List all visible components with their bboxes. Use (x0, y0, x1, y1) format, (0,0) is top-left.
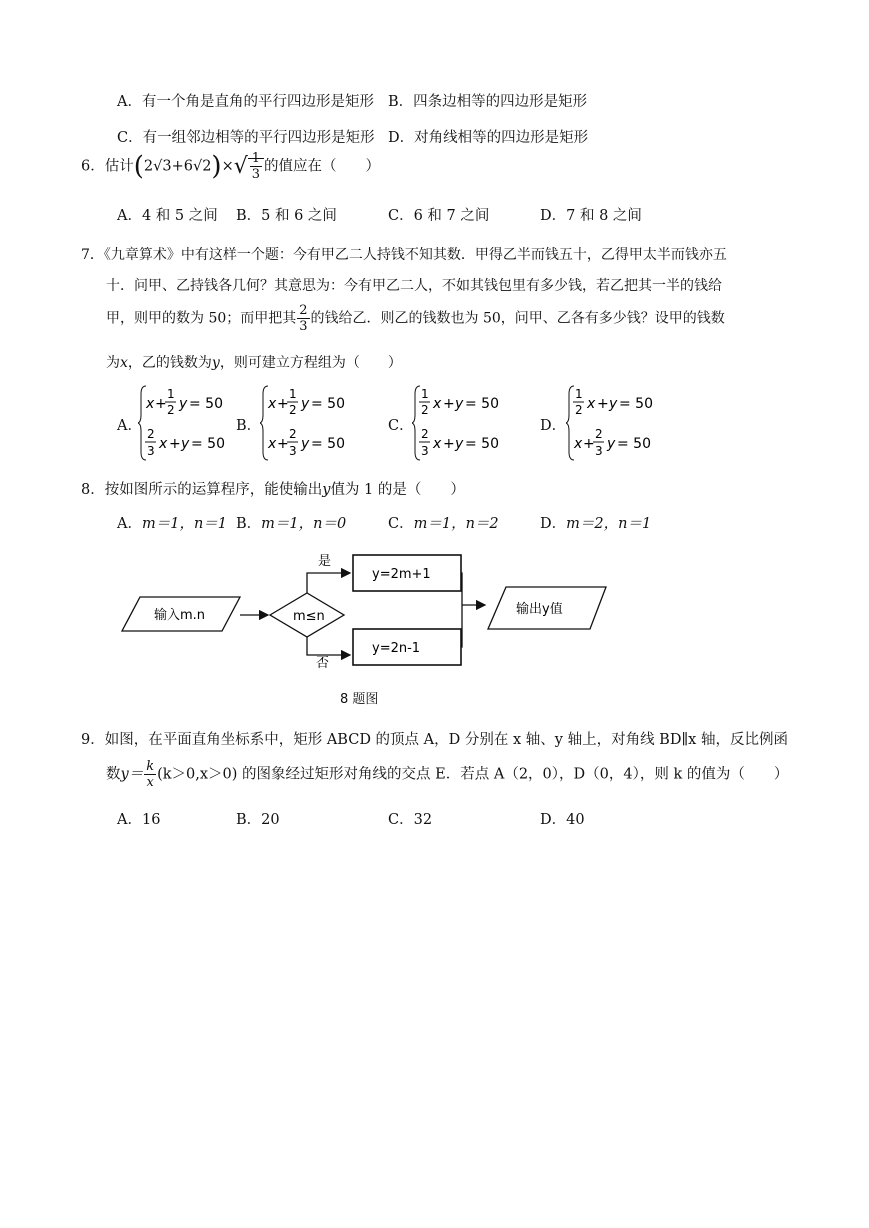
svg-text:2: 2 (147, 427, 155, 441)
svg-text:y: y (455, 396, 464, 412)
q7-label-a: A． (117, 418, 142, 434)
q6-sqrt-den: 3 (251, 167, 261, 182)
svg-text:3: 3 (595, 444, 603, 458)
flow-output-text: 输出y值 (516, 602, 563, 617)
q8-option-c: C．m＝1，n＝2 (388, 516, 499, 532)
svg-text:x: x (146, 396, 155, 412)
q9-line1: 9．如图，在平面直角坐标系中，矩形 ABCD 的顶点 A，D 分别在 x 轴、y 轴上，对角线 BD∥x 轴，反比例函 (81, 732, 788, 748)
svg-text:3: 3 (289, 444, 297, 458)
q7-var-x: x (120, 355, 128, 371)
q5-option-c: C．有一组邻边相等的平行四边形是矩形 (117, 130, 375, 146)
q6-stem: 6．估计(2√3+6√2)×√ $\frac{1}{3}$ 的值应在（ ） (81, 151, 381, 182)
q5-option-d: D．对角线相等的四边形是矩形 (388, 130, 589, 146)
q8-option-d: D．m＝2，n＝1 (540, 516, 652, 532)
q7-system-a (138, 382, 238, 464)
q6-option-d: D．7 和 8 之间 (540, 208, 642, 224)
q6-option-a: A．4 和 5 之间 (117, 208, 218, 224)
q7-label-b: B． (236, 418, 262, 434)
svg-text:2: 2 (595, 427, 603, 441)
q7-line3-a: 甲，则甲的数为 50；而甲把其 (106, 310, 297, 327)
flow-input-text: 输入m.n (154, 608, 206, 623)
svg-text:2: 2 (421, 403, 429, 417)
svg-text:= 50: = 50 (465, 436, 499, 452)
svg-text:1: 1 (167, 387, 175, 401)
q7-system-c (412, 382, 512, 464)
q6-sqrt: √ $\frac{1}{3}$ (234, 152, 264, 181)
q7-line3-b: 的钱给乙．则乙的钱数也为 50，问甲、乙各有多少钱？设甲的钱数 (310, 310, 725, 327)
q8-option-b: B．m＝1，n＝0 (236, 516, 347, 532)
q6-option-b: B．5 和 6 之间 (236, 208, 337, 224)
svg-text:= 50: = 50 (465, 396, 499, 412)
svg-text:1: 1 (575, 387, 583, 401)
q5-option-a: A．有一个角是直角的平行四边形是矩形 (117, 94, 374, 110)
svg-text:x: x (268, 396, 277, 412)
svg-text:2: 2 (289, 427, 297, 441)
q8-flowchart (110, 545, 620, 675)
q8-stem-a: 8．按如图所示的运算程序，能使输出 (81, 482, 323, 498)
q9-option-a: A．16 (117, 812, 161, 828)
q9-option-c: C．32 (388, 812, 433, 828)
q9-func-y: y＝ (120, 766, 144, 783)
q6-sqrt-num: 1 (251, 151, 261, 166)
svg-text:x: x (433, 436, 442, 452)
q7-line4-c: ，则可建立方程组为（ ） (219, 355, 402, 371)
q7-line4-a: 为 (106, 355, 120, 371)
svg-text:+: + (597, 396, 609, 412)
flow-no-label: 否 (316, 656, 330, 671)
flow-yes-label: 是 (318, 554, 332, 569)
svg-text:x: x (587, 396, 596, 412)
q6-option-c: C．6 和 7 之间 (388, 208, 490, 224)
q7-line1: 7．《九章算术》中有这样一个题：今有甲乙二人持钱不知其数．甲得乙半而钱五十，乙得甲太半而钱亦五 (81, 247, 727, 263)
svg-text:y: y (609, 396, 618, 412)
q7-line4-b: ，乙的钱数为 (127, 355, 212, 371)
q7-line3 (106, 304, 725, 333)
svg-text:+: + (155, 396, 167, 412)
svg-text:+: + (443, 436, 455, 452)
q8-stem (81, 478, 465, 499)
svg-text:y: y (301, 436, 310, 452)
q6-suffix: 的值应在（ ） (264, 158, 381, 175)
q5-option-b: B．四条边相等的四边形是矩形 (388, 94, 588, 110)
q7-system-b (260, 382, 360, 464)
svg-text:y: y (179, 396, 188, 412)
svg-text:y: y (607, 436, 616, 452)
q9-line2 (106, 760, 788, 789)
flow-box-no-text: y=2n-1 (372, 641, 421, 656)
flow-condition-text: m≤n (293, 609, 325, 624)
q6-prefix: 6．估计 (81, 158, 134, 175)
q8-figure-caption: 8 题图 (340, 692, 379, 707)
svg-text:x: x (159, 436, 168, 452)
q9-line2-c: (k＞0,x＞0) 的图象经过矩形对角线的交点 E．若点 A（2，0），D（0，4），则 k 的值为（ ） (157, 766, 789, 783)
svg-text:+: + (583, 436, 595, 452)
svg-text:+: + (277, 436, 289, 452)
q7-frac-num: 2 (299, 303, 308, 318)
q9-option-b: B．20 (236, 812, 280, 828)
q9-frac-den: x (146, 775, 154, 790)
q9-option-d: D．40 (540, 812, 585, 828)
svg-text:= 50: = 50 (311, 396, 345, 412)
q7-line2: 十．问甲、乙持钱各几何？其意思为：今有甲乙二人，不如其钱包里有多少钱，若乙把其一半的钱给 (106, 278, 722, 294)
svg-text:3: 3 (421, 444, 429, 458)
svg-text:+: + (169, 436, 181, 452)
q7-system-d (566, 382, 666, 464)
q6-times: × (221, 158, 234, 175)
svg-text:= 50: = 50 (189, 396, 223, 412)
svg-text:x: x (574, 436, 583, 452)
svg-text:2: 2 (167, 403, 175, 417)
svg-text:3: 3 (147, 444, 155, 458)
svg-text:+: + (277, 396, 289, 412)
svg-text:+: + (443, 396, 455, 412)
q7-line4 (106, 352, 402, 372)
svg-text:1: 1 (289, 387, 297, 401)
svg-text:x: x (268, 436, 277, 452)
q7-label-c: C． (388, 418, 414, 434)
svg-text:= 50: = 50 (191, 436, 225, 452)
svg-text:y: y (301, 396, 310, 412)
q8-stem-b: 值为 1 的是（ ） (330, 482, 465, 498)
flow-box-yes-text: y=2m+1 (372, 567, 431, 582)
svg-text:x: x (433, 396, 442, 412)
svg-text:y: y (455, 436, 464, 452)
q7-label-d: D． (540, 418, 567, 434)
q9-line2-a: 数 (106, 766, 121, 783)
svg-text:2: 2 (575, 403, 583, 417)
q6-inner-expr: 2√3+6√2 (143, 158, 212, 175)
svg-text:y: y (181, 436, 190, 452)
svg-text:= 50: = 50 (617, 436, 651, 452)
svg-text:2: 2 (289, 403, 297, 417)
svg-text:= 50: = 50 (311, 436, 345, 452)
q7-var-y: y (211, 355, 220, 371)
svg-text:= 50: = 50 (619, 396, 653, 412)
svg-text:1: 1 (421, 387, 429, 401)
svg-text:2: 2 (421, 427, 429, 441)
q7-frac-den: 3 (299, 319, 308, 334)
q8-option-a: A．m＝1，n＝1 (117, 516, 228, 532)
q8-var-y: y (322, 482, 331, 498)
q9-frac-num: k (146, 759, 155, 774)
